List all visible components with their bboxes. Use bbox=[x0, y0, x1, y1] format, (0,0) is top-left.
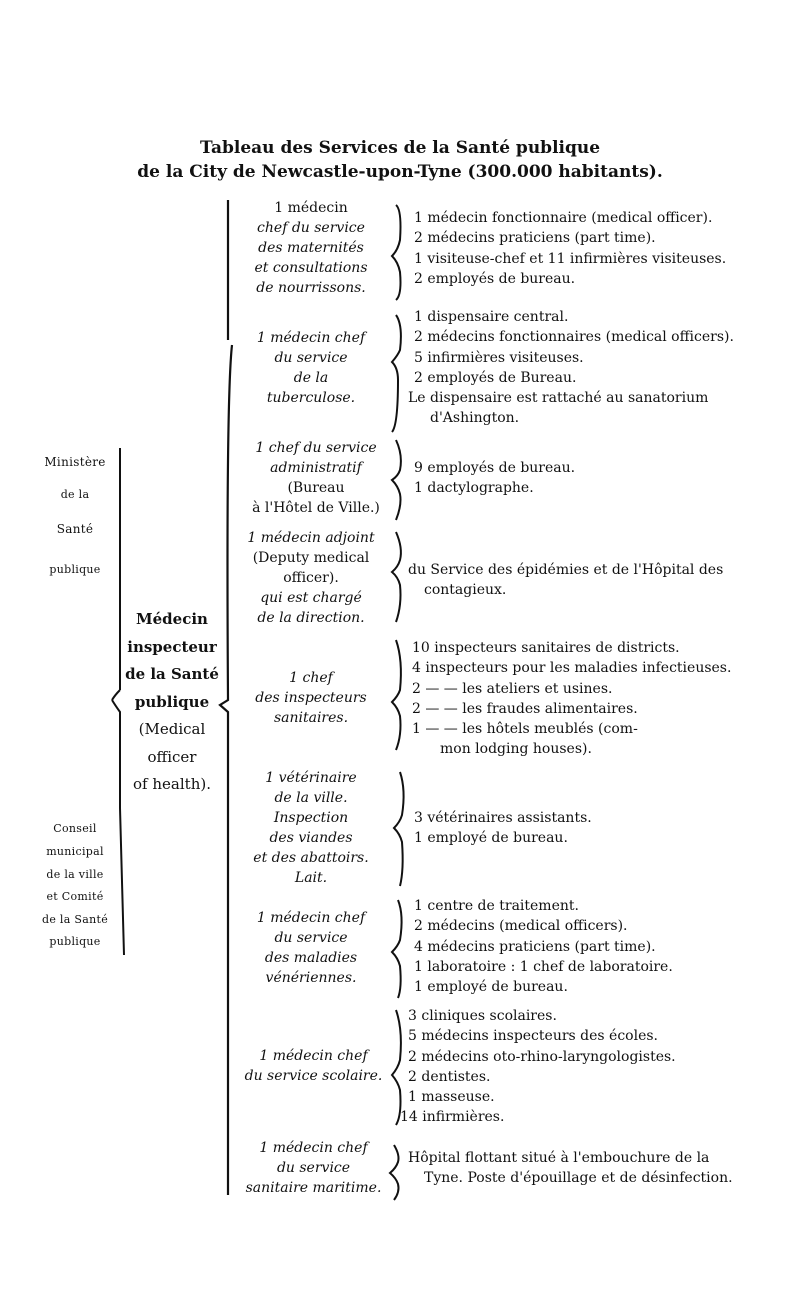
head-line: 1 médecin bbox=[274, 200, 348, 216]
detail-line: 1 centre de traitement. bbox=[414, 898, 579, 914]
conseil-line: Conseil bbox=[53, 822, 97, 835]
detail-line: 1 dactylographe. bbox=[414, 480, 534, 497]
detail-line: 2 dentistes. bbox=[408, 1068, 491, 1085]
detail-line: 3 cliniques scolaires. bbox=[408, 1008, 557, 1024]
head-line: des maternités bbox=[258, 240, 364, 256]
head-line: des viandes bbox=[269, 830, 353, 846]
detail-line: 1 employé de bureau. bbox=[414, 830, 568, 847]
service-administratif-details bbox=[414, 458, 575, 499]
service-veterinaire-head bbox=[236, 768, 386, 888]
service-adjoint-head bbox=[236, 528, 386, 628]
detail-line: Hôpital flottant situé à l'embouchure de la bbox=[408, 1150, 710, 1166]
ministere-line: de la bbox=[60, 488, 90, 501]
service-scolaire-details bbox=[400, 1006, 676, 1128]
head-line: du service bbox=[276, 1160, 351, 1176]
head-line: Inspection bbox=[273, 810, 349, 826]
conseil-line: et Comité bbox=[46, 890, 104, 903]
detail-line: 2 médecins oto-rhino-laryngologistes. bbox=[408, 1048, 676, 1065]
head-line: et consultations bbox=[254, 260, 368, 276]
detail-line: 2 employés de bureau. bbox=[414, 270, 576, 287]
central-officer bbox=[118, 606, 226, 799]
head-line: 1 chef bbox=[289, 670, 333, 686]
detail-line: contagieux. bbox=[424, 582, 507, 599]
detail-line: 2 employés de Bureau. bbox=[414, 369, 577, 386]
head-line: chef du service bbox=[257, 220, 365, 236]
head-line: 1 médecin chef bbox=[259, 1048, 368, 1064]
central-english-line: (Medical bbox=[138, 720, 206, 738]
service-inspecteurs-details bbox=[412, 638, 731, 760]
head-line: du service bbox=[274, 930, 348, 946]
central-english-line: of health). bbox=[133, 775, 211, 793]
detail-line: 1 laboratoire : 1 chef de laboratoire. bbox=[414, 958, 673, 975]
detail-line: 1 masseuse. bbox=[408, 1089, 495, 1106]
brace-1 bbox=[392, 205, 401, 300]
detail-line: 2 — — les ateliers et usines. bbox=[412, 680, 613, 697]
conseil-line: municipal bbox=[46, 845, 104, 858]
central-english-line: officer bbox=[147, 747, 197, 766]
service-tuberculose-head bbox=[236, 328, 386, 408]
detail-line: 2 médecins fonctionnaires (medical officers). bbox=[414, 329, 734, 346]
head-line: administratif bbox=[270, 460, 362, 476]
service-veneriennes-head bbox=[236, 908, 386, 988]
head-line: 1 médecin chef bbox=[256, 330, 366, 346]
detail-line: du Service des épidémies et de l'Hôpital des bbox=[408, 562, 724, 578]
detail-line: 1 médecin fonctionnaire (medical officer). bbox=[414, 210, 713, 226]
head-line: sanitaire maritime. bbox=[245, 1180, 382, 1196]
detail-line: 2 — — les fraudes alimentaires. bbox=[412, 700, 638, 717]
head-line: de la ville. bbox=[274, 790, 348, 806]
head-line: officer). bbox=[283, 570, 339, 586]
detail-line: 1 dispensaire central. bbox=[414, 309, 569, 325]
service-maternites-details bbox=[414, 208, 726, 289]
head-line: de nourrissons. bbox=[256, 280, 366, 296]
detail-line: 10 inspecteurs sanitaires de districts. bbox=[412, 640, 680, 656]
brace-4 bbox=[392, 532, 401, 622]
detail-line: mon lodging houses). bbox=[440, 741, 592, 758]
brace-5 bbox=[392, 640, 401, 750]
ministere-line: publique bbox=[49, 563, 101, 576]
head-line: vénériennes. bbox=[265, 970, 357, 986]
detail-line: 2 médecins (medical officers). bbox=[414, 918, 628, 935]
detail-line: 4 médecins praticiens (part time). bbox=[414, 938, 656, 955]
head-line: sanitaires. bbox=[273, 710, 349, 726]
detail-line: 14 infirmières. bbox=[400, 1109, 505, 1126]
ministere-line: Santé bbox=[56, 522, 94, 536]
head-line: tuberculose. bbox=[266, 390, 356, 406]
head-line: 1 médecin adjoint bbox=[247, 530, 375, 546]
central-name-line: inspecteur bbox=[127, 637, 217, 656]
conseil-line: de la Santé bbox=[41, 913, 109, 926]
service-scolaire-head bbox=[236, 1046, 391, 1086]
service-administratif-head bbox=[236, 438, 396, 518]
detail-line: 2 médecins praticiens (part time). bbox=[414, 230, 656, 247]
service-maternites-head bbox=[236, 198, 386, 298]
head-line: 1 vétérinaire bbox=[265, 770, 357, 786]
detail-line: 5 infirmières visiteuses. bbox=[414, 349, 584, 366]
conseil-line: de la ville bbox=[46, 868, 104, 881]
head-line: des inspecteurs bbox=[255, 690, 367, 706]
brace-9 bbox=[390, 1145, 399, 1200]
detail-line: d'Ashington. bbox=[430, 410, 520, 427]
detail-line: 4 inspecteurs pour les maladies infectieuses. bbox=[412, 660, 732, 677]
service-inspecteurs-head bbox=[236, 668, 386, 728]
brace-2 bbox=[392, 315, 401, 432]
page-title-line-2: de la City de Newcastle-upon-Tyne (300.000 habitants). bbox=[137, 162, 663, 182]
detail-line: Tyne. Poste d'épouillage et de désinfection. bbox=[424, 1170, 733, 1187]
head-line: 1 médecin chef bbox=[259, 1140, 368, 1156]
detail-line: Le dispensaire est rattaché au sanatorium bbox=[408, 390, 709, 407]
head-line: (Bureau bbox=[287, 480, 345, 496]
service-veterinaire-details bbox=[414, 808, 592, 849]
head-line: et des abattoirs. bbox=[253, 850, 369, 866]
head-line: à l'Hôtel de Ville.) bbox=[252, 500, 380, 516]
brace-7 bbox=[392, 900, 402, 998]
head-line: qui est chargé bbox=[260, 590, 362, 606]
service-tuberculose-details bbox=[408, 307, 734, 429]
page-title-line-1: Tableau des Services de la Santé publique bbox=[199, 138, 601, 158]
head-line: 1 médecin chef bbox=[256, 910, 366, 926]
head-line: Lait. bbox=[294, 870, 328, 886]
brace-6 bbox=[394, 772, 404, 886]
head-line: du service bbox=[274, 350, 348, 366]
central-name-line: de la Santé bbox=[125, 665, 219, 683]
head-line: (Deputy medical bbox=[252, 550, 370, 566]
head-line: de la bbox=[293, 370, 329, 386]
conseil-line: publique bbox=[49, 935, 101, 948]
head-line: des maladies bbox=[264, 950, 358, 966]
service-adjoint-details bbox=[408, 560, 723, 601]
detail-line: 5 médecins inspecteurs des écoles. bbox=[408, 1028, 658, 1045]
central-name-line: publique bbox=[134, 692, 210, 711]
detail-line: 1 — — les hôtels meublés (com- bbox=[412, 721, 638, 738]
detail-line: 1 employé de bureau. bbox=[414, 979, 568, 996]
head-line: 1 chef du service bbox=[255, 440, 377, 456]
head-line: de la direction. bbox=[257, 610, 365, 626]
head-line: du service scolaire. bbox=[244, 1068, 383, 1084]
ministere-line: Ministère bbox=[44, 455, 106, 469]
detail-line: 9 employés de bureau. bbox=[414, 460, 576, 476]
service-maritime-details bbox=[408, 1148, 733, 1189]
detail-line: 1 visiteuse-chef et 11 infirmières visiteuses. bbox=[414, 250, 727, 267]
service-veneriennes-details bbox=[414, 896, 673, 997]
service-maritime-head bbox=[236, 1138, 391, 1198]
detail-line: 3 vétérinaires assistants. bbox=[414, 810, 592, 826]
central-name-line: Médecin bbox=[136, 610, 208, 628]
